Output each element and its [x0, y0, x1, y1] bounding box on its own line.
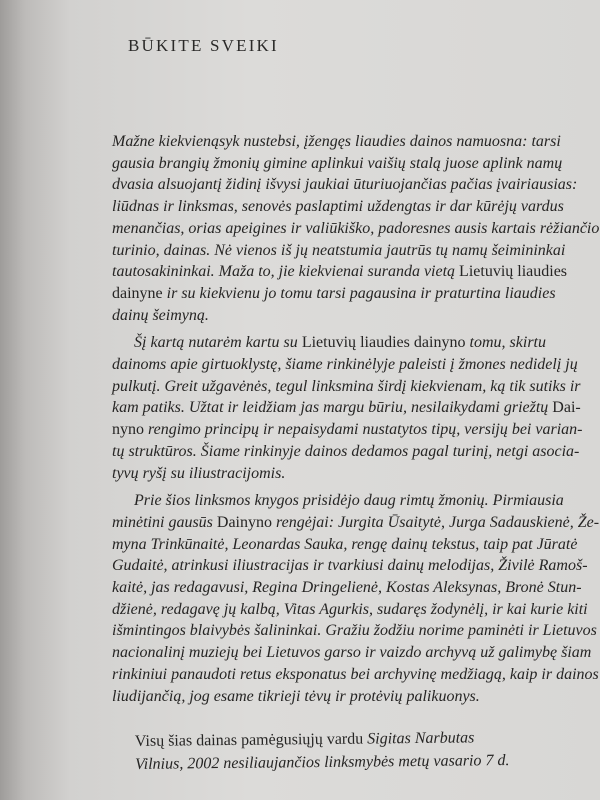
roman-text: Lietuvių liaudies: [459, 263, 568, 281]
text-line: [112, 441, 580, 463]
italic-text: kaitė, jas redagavusi, Regina Dringelienė, Kostas Aleksynas, Bronė Stun-: [112, 579, 582, 597]
italic-text: Mažne kiekvienąsyk nustebsi, įžengęs liaudies dainos namuosna: tarsi: [112, 133, 561, 150]
italic-text: rengimo principų ir nepaisydami nustatytos tipų, versijų bei varian-: [144, 421, 583, 439]
text-line: [112, 512, 600, 534]
italic-text: ir su kiekvienu jo tomu tarsi pagausina ir praturtina liaudies: [162, 284, 556, 302]
italic-text: dvasia alsuojantį židinį išvysi jaukiai ūturiuojančias pačias įvairiausias:: [112, 176, 578, 194]
text-line: [112, 664, 599, 686]
text-line: [112, 577, 582, 599]
italic-text: myna Trinkūnaitė, Leonardas Sauka, rengę dainų tekstus, taip pat Jūratė: [112, 535, 578, 553]
italic-text: rinkiniui panaudoti retus eksponatus bei archyvinę medžiagą, kaip ir dainos: [112, 665, 599, 683]
body-text: [112, 131, 600, 713]
roman-text: nyno: [112, 421, 144, 439]
text-line: [112, 305, 546, 327]
text-line: [112, 599, 588, 621]
italic-text: turinio, dainas. Nė vienos iš jų neatstumia jautrūs tų namų šeimininkai: [112, 241, 566, 259]
text-line: [112, 376, 581, 398]
text-line: [112, 131, 561, 153]
text-line: [112, 283, 556, 305]
italic-text: tyvų ryšį su iliustracijomis.: [112, 464, 286, 482]
italic-text: išmintingos blaivybės šalininkai. Gražiu žodžiu norime paminėti ir Lietuvos: [112, 622, 597, 640]
signature-block: [135, 726, 510, 776]
italic-text: kam patiks. Užtat ir leidžiam jas margu būriu, nesilaikydami griežtų: [112, 399, 553, 417]
italic-text: gausia brangių žmonių gimine aplinkui vaišių stalą juose aplink namų: [112, 154, 563, 172]
text-line: [112, 686, 546, 708]
italic-text: Prie šios linksmos knygos prisidėjo daug rimtų žmonių. Pirmiausia: [134, 492, 564, 510]
text-line: [112, 642, 592, 664]
italic-text: pulkutį. Greit užgavėnės, tegul linksmina širdį kiekvienam, ką tik sutiks ir: [112, 377, 581, 395]
text-line: [112, 332, 546, 354]
italic-text: minėtini gausūs: [112, 513, 217, 531]
text-line: [112, 196, 564, 218]
paragraph: [112, 332, 583, 484]
text-line: [112, 261, 568, 283]
italic-text: dainoms apie girtuoklystę, šiame rinkinėlyje paleisti į žmones nedidelį jų: [112, 356, 578, 374]
text-line: [112, 153, 563, 175]
paragraph: [112, 131, 600, 326]
roman-text: Dai-: [552, 399, 581, 417]
paragraph: [112, 490, 600, 707]
italic-text: liūdnas ir linksmas, senovės paslaptimi uždengtas ir dar kūrėjų vardus: [112, 198, 564, 216]
italic-text: tų struktūros. Šiame rinkinyje dainos dedamos pagal turinį, netgi asocia-: [112, 442, 580, 460]
text-line: [112, 218, 600, 240]
italic-text: Sigitas Narbutas: [367, 729, 475, 748]
text-line: [112, 240, 566, 262]
text-line: [112, 174, 578, 196]
italic-text: menančias, orias apeigines ir valiūkiško, padoresnes ausis kartais rėžiančio: [112, 219, 600, 237]
text-line: [135, 749, 510, 776]
roman-text: Visų šias dainas pamėgusiųjų vardu: [134, 730, 368, 750]
italic-text: Šį kartą nutarėm kartu su: [134, 334, 302, 352]
text-line: [112, 354, 578, 376]
italic-text: džienė, redagavę jų kalbą, Vitas Agurkis, sudaręs žodynėlį, ir kai kurie kiti: [112, 600, 588, 618]
italic-text: nacionalinį muziejų bei Lietuvos garso ir vaizdo archyvą už galimybę šiam: [112, 644, 592, 662]
roman-text: dainyne: [112, 284, 163, 302]
italic-text: dainų šeimyną.: [112, 306, 209, 324]
text-line: [112, 534, 578, 556]
text-line: [112, 397, 581, 419]
italic-text: liudijančią, jog esame tikrieji tėvų ir protėvių palikuonys.: [112, 687, 480, 705]
chapter-title: BŪKITE SVEIKI: [128, 36, 279, 55]
italic-text: tomu, skirtu: [465, 334, 547, 352]
italic-text: tautosakininkai. Maža to, jie kiekvienai suranda vietą: [112, 263, 460, 281]
italic-text: Vilnius, 2002 nesiliaujančios linksmybės metų vasario 7 d.: [135, 752, 510, 773]
text-line: [112, 620, 597, 642]
text-line: [112, 463, 546, 485]
text-line: [112, 555, 588, 577]
text-line: [112, 419, 583, 441]
italic-text: rengėjai: Jurgita Ūsaitytė, Jurga Sadauskienė, Že-: [272, 513, 600, 531]
roman-text: Lietuvių liaudies dainyno: [301, 334, 466, 352]
italic-text: Gudaitė, atrinkusi iliustracijas ir tvarkiusi dainų melodijas, Živilė Ramoš-: [112, 557, 588, 575]
roman-text: Dainyno: [216, 513, 272, 531]
text-line: [112, 490, 564, 512]
